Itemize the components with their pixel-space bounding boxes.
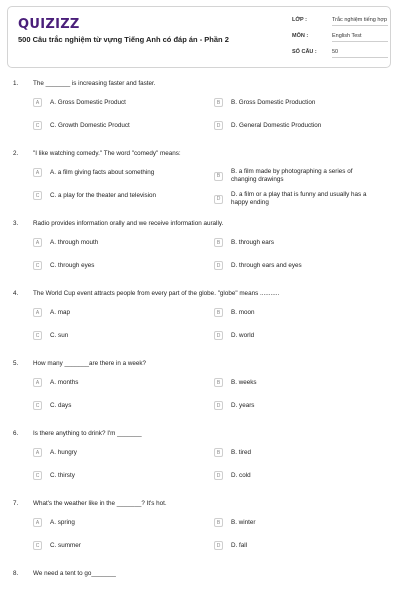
option-letter-box: A xyxy=(33,378,42,387)
option-text: B. Gross Domestic Production xyxy=(231,98,316,106)
option-letter-box: D xyxy=(214,121,223,130)
meta-row-count xyxy=(292,45,388,61)
option-c[interactable] xyxy=(33,331,195,340)
option-text: D. a film or a play that is funny and usually has a happy ending xyxy=(231,191,367,206)
option-a[interactable] xyxy=(33,238,195,247)
question-text: What's the weather like in the _______? It's hot. xyxy=(33,500,167,507)
option-d[interactable] xyxy=(214,471,376,480)
question-text: Radio provides information orally and we receive information aurally. xyxy=(33,220,224,227)
option-letter-box: B xyxy=(214,518,223,527)
question-text: How many _______are there in a week? xyxy=(33,360,147,367)
question-list xyxy=(0,80,400,590)
question-number: 5. xyxy=(13,360,19,367)
question-3 xyxy=(0,220,400,290)
option-text: B. through ears xyxy=(231,238,275,246)
question-number: 8. xyxy=(13,570,19,577)
question-number: 2. xyxy=(13,150,19,157)
meta-label: LỚP : xyxy=(292,17,307,23)
question-text: Is there anything to drink? I'm _______ xyxy=(33,430,142,437)
option-d[interactable] xyxy=(214,191,376,207)
option-c[interactable] xyxy=(33,121,195,130)
option-letter-box: B xyxy=(214,172,223,181)
option-letter-box: A xyxy=(33,238,42,247)
option-text: A. months xyxy=(50,378,79,386)
option-b[interactable] xyxy=(214,238,376,247)
question-text: The _______ is increasing faster and faster. xyxy=(33,80,156,87)
option-text: C. Growth Domestic Product xyxy=(50,121,130,129)
meta-value: Trắc nghiệm tiếng hợp xyxy=(332,17,388,26)
meta-value: 50 xyxy=(332,49,388,58)
option-letter-box: A xyxy=(33,448,42,457)
meta-label: MÔN : xyxy=(292,33,309,39)
option-text: D. through ears and eyes xyxy=(231,261,302,269)
option-b[interactable] xyxy=(214,98,376,107)
meta-row-class xyxy=(292,13,388,29)
option-a[interactable] xyxy=(33,378,195,387)
option-letter-box: C xyxy=(33,191,42,200)
question-1 xyxy=(0,80,400,150)
question-text: The World Cup event attracts people from every part of the globe. "globe" means ........... xyxy=(33,290,280,297)
option-c[interactable] xyxy=(33,541,195,550)
worksheet-header xyxy=(7,6,391,68)
option-a[interactable] xyxy=(33,518,195,527)
option-letter-box: B xyxy=(214,378,223,387)
option-text: C. thirsty xyxy=(50,471,75,479)
option-letter-box: B xyxy=(214,238,223,247)
option-letter-box: C xyxy=(33,331,42,340)
quizizz-logo: QUIZIZZ xyxy=(18,17,80,32)
option-b[interactable] xyxy=(214,378,376,387)
option-c[interactable] xyxy=(33,261,195,270)
option-letter-box: A xyxy=(33,98,42,107)
option-letter-box: C xyxy=(33,401,42,410)
option-letter-box: B xyxy=(214,448,223,457)
option-text: B. a film made by photographing a series of changing drawings xyxy=(231,168,353,183)
option-text: C. sun xyxy=(50,331,69,339)
option-letter-box: A xyxy=(33,168,42,177)
option-letter-box: D xyxy=(214,261,223,270)
option-text: D. world xyxy=(231,331,255,339)
option-text: A. Gross Domestic Product xyxy=(50,98,126,106)
option-text: D. fall xyxy=(231,541,248,549)
option-d[interactable] xyxy=(214,541,376,550)
option-letter-box: D xyxy=(214,401,223,410)
option-text: A. a film giving facts about something xyxy=(50,168,155,176)
option-text: C. summer xyxy=(50,541,81,549)
question-text: "I like watching comedy." The word "comedy" means: xyxy=(33,150,181,157)
meta-row-subject xyxy=(292,29,388,45)
meta-value: English Test xyxy=(332,33,388,42)
question-7 xyxy=(0,500,400,570)
option-letter-box: C xyxy=(33,541,42,550)
option-text: B. tired xyxy=(231,448,251,456)
option-c[interactable] xyxy=(33,401,195,410)
option-letter-box: A xyxy=(33,308,42,317)
option-text: A. hungry xyxy=(50,448,77,456)
option-letter-box: C xyxy=(33,121,42,130)
option-letter-box: D xyxy=(214,471,223,480)
option-text: D. cold xyxy=(231,471,251,479)
option-letter-box: C xyxy=(33,471,42,480)
option-letter-box: D xyxy=(214,195,223,204)
option-text: A. spring xyxy=(50,518,75,526)
option-letter-box: D xyxy=(214,541,223,550)
option-text: B. weeks xyxy=(231,378,257,386)
option-a[interactable] xyxy=(33,168,195,177)
option-text: C. a play for the theater and television xyxy=(50,191,157,199)
option-letter-box: A xyxy=(33,518,42,527)
option-letter-box: C xyxy=(33,261,42,270)
option-b[interactable] xyxy=(214,308,376,317)
question-5 xyxy=(0,360,400,430)
option-text: C. through eyes xyxy=(50,261,95,269)
option-c[interactable] xyxy=(33,191,195,200)
option-letter-box: D xyxy=(214,331,223,340)
question-6 xyxy=(0,430,400,500)
option-text: D. years xyxy=(231,401,255,409)
question-8 xyxy=(0,570,400,590)
question-number: 3. xyxy=(13,220,19,227)
option-text: D. General Domestic Production xyxy=(231,121,322,129)
option-text: A. map xyxy=(50,308,70,316)
question-number: 6. xyxy=(13,430,19,437)
worksheet-meta xyxy=(292,13,388,61)
option-b[interactable] xyxy=(214,448,376,457)
option-d[interactable] xyxy=(214,261,376,270)
option-d[interactable] xyxy=(214,121,376,130)
option-text: B. winter xyxy=(231,518,256,526)
question-number: 4. xyxy=(13,290,19,297)
question-4 xyxy=(0,290,400,360)
option-d[interactable] xyxy=(214,401,376,410)
option-b[interactable] xyxy=(214,168,376,184)
option-c[interactable] xyxy=(33,471,195,480)
option-letter-box: B xyxy=(214,98,223,107)
question-2 xyxy=(0,150,400,220)
question-text: We need a tent to go_______ xyxy=(33,570,116,577)
question-number: 7. xyxy=(13,500,19,507)
option-a[interactable] xyxy=(33,308,195,317)
worksheet-title: 500 Câu trắc nghiệm từ vựng Tiếng Anh có đáp án - Phần 2 xyxy=(18,35,229,44)
option-text: C. days xyxy=(50,401,72,409)
option-a[interactable] xyxy=(33,98,195,107)
option-b[interactable] xyxy=(214,518,376,527)
option-text: B. moon xyxy=(231,308,255,316)
option-d[interactable] xyxy=(214,331,376,340)
option-letter-box: B xyxy=(214,308,223,317)
question-number: 1. xyxy=(13,80,19,87)
option-text: A. through mouth xyxy=(50,238,99,246)
meta-label: SỐ CÂU : xyxy=(292,49,317,55)
option-a[interactable] xyxy=(33,448,195,457)
